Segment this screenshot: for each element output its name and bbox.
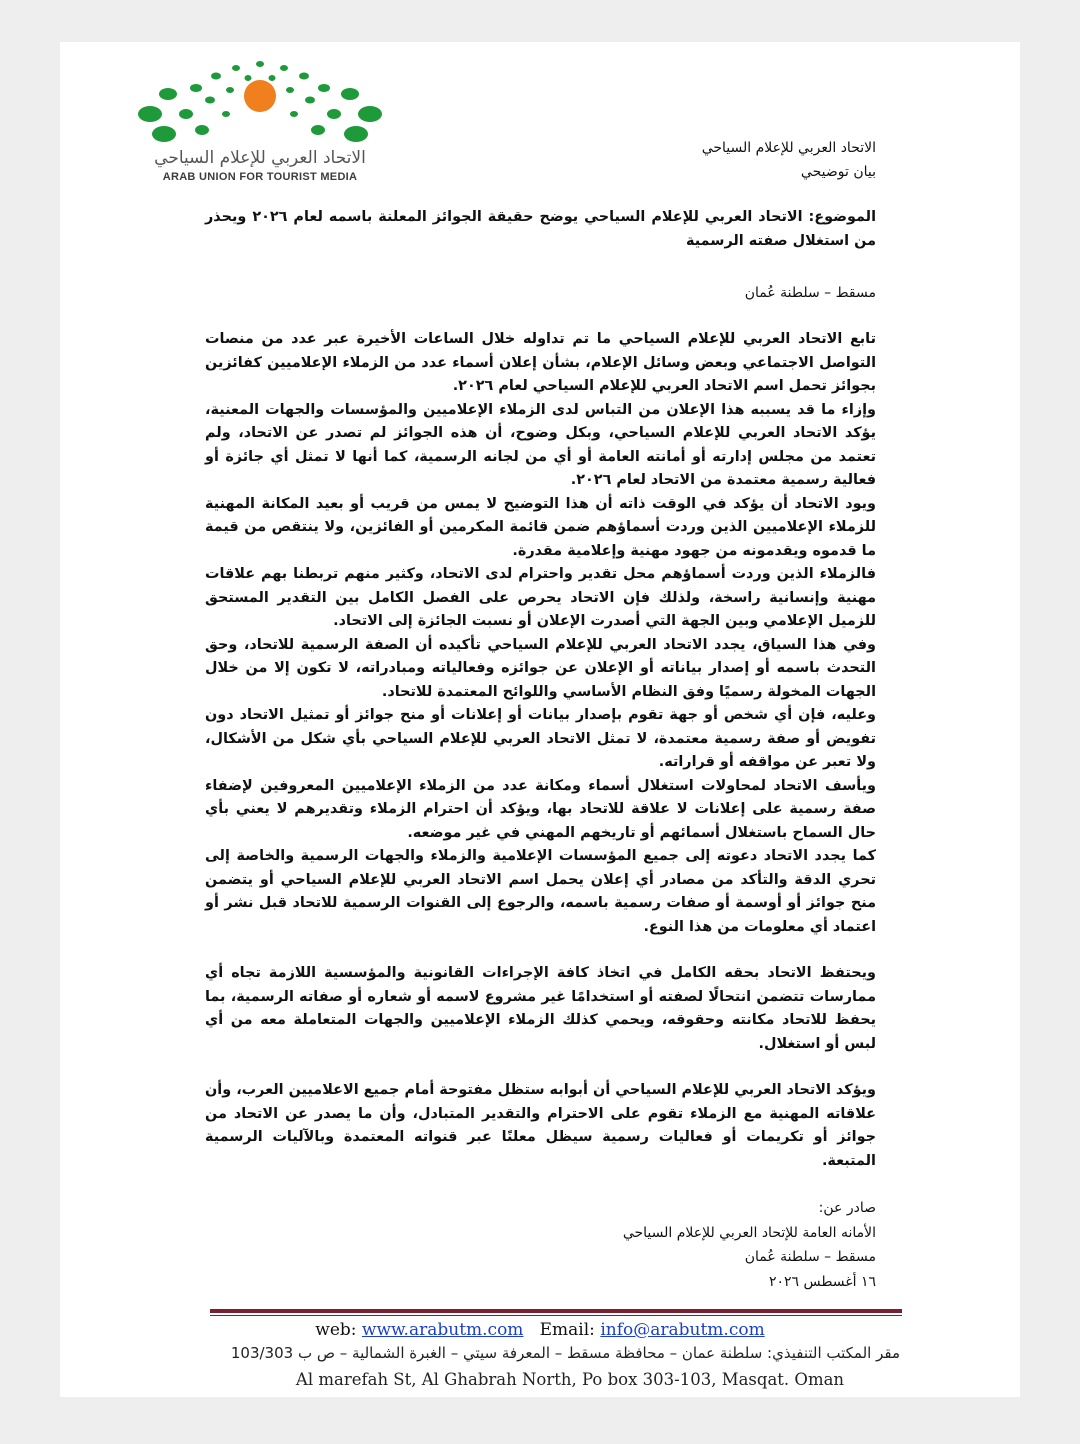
issued-by-label: صادر عن: [818, 1200, 876, 1216]
paragraph: وإزاء ما قد يسببه هذا الإعلان من التباس لدى الزملاء الإعلاميين والمؤسسات والجهات المعنية، يؤكد الاتحاد العربي للإعلام السياحي، وبكل وضوح، أن هذه الجوائز لم تصدر عن الاتحاد، ولم تعتمد من مجلس إدارته أو أمانته العامة أو أي من لجانه الرسمية، كما أنها لا تمثل أي جائزة أو فعالية رسمية معتمدة من الاتحاد لعام ٢٠٢٦. [205, 401, 876, 488]
org-name: الاتحاد العربي للإعلام السياحي [701, 140, 876, 156]
paragraph: كما يجدد الاتحاد دعوته إلى جميع المؤسسات الإعلامية والزملاء والجهات الرسمية والخاصة إلى تحري الدقة والتأكد من مصادر أي إعلان يحمل اسم الاتحاد العربي للإعلام السياحي أو يتضمن منح جوائز أو أوسمة أو صفات رسمية باسمه، والرجوع إلى القنوات الرسمية للاتحاد قبل نشر أو اعتماد أي معلومات من هذا النوع. [205, 848, 876, 935]
paragraph: ويحتفظ الاتحاد بحقه الكامل في اتخاذ كافة الإجراءات القانونية والمؤسسية اللازمة تجاه أي ممارسات تتضمن انتحالًا لصفته أو استخدامًا غير مشروع لاسمه أو شعاره أو صفاته الرسمية، بما يحفظ للاتحاد مكانته وحقوقه، ويحمي كذلك الزملاء الإعلاميين والجهات المتعاملة معه من أي لبس أو استغلال. [205, 965, 876, 1052]
signature-block [376, 1196, 876, 1294]
web-label: web: [315, 1320, 357, 1340]
union-logo [132, 56, 388, 186]
letter-header [476, 136, 876, 184]
logo-dots-graphic [132, 56, 388, 148]
website-link[interactable]: www.arabutm.com [361, 1320, 524, 1340]
footer-divider-thin [210, 1315, 902, 1316]
paragraph: ويأسف الاتحاد لمحاولات استغلال أسماء ومكانة عدد من الزملاء الإعلاميين المعروفين لإضفاء صفة رسمية على إعلانات لا علاقة للاتحاد بها، ويؤكد أن احترام الزملاء وتقديرهم لا يعني بأي حال السماح باستغلال أسمائهم أو تاريخهم المهني في غير موضعه. [205, 777, 876, 841]
subject-line: الموضوع: الاتحاد العربي للإعلام السياحي يوضح حقيقة الجوائز المعلنة باسمه لعام ٢٠٢٦ ويحذر من استغلال صفته الرسمية [205, 209, 877, 249]
paragraph: فالزملاء الذين وردت أسماؤهم محل تقدير واحترام لدى الاتحاد، وكثير منهم تربطنا بهم علاقات مهنية وإنسانية راسخة، ولذلك فإن الاتحاد يحرص على الفصل الكامل بين التقدير المستحق للزميل الإعلامي وبين الجهة التي أصدرت الإعلان أو نسبت الجائزة إلى الاتحاد. [205, 566, 876, 629]
paragraph: ويؤكد الاتحاد العربي للإعلام السياحي أن أبوابه ستظل مفتوحة أمام جميع الاعلاميين العرب، وأن علاقاته المهنية مع الزملاء تقوم على الاحترام والتقدير المتبادل، وأن ما يصدر عن الاتحاد من جوائز أو تكريمات أو فعاليات رسمية سيظل معلنًا عبر قنواته المعتمدة وبالآليات الرسمية المتبعة. [205, 1082, 876, 1169]
statement-body [205, 328, 876, 1173]
email-label: Email: [539, 1320, 595, 1340]
footer-contact [60, 1320, 1020, 1340]
signature-date: ١٦ أغسطس ٢٠٢٦ [768, 1273, 876, 1290]
dateline-place: مسقط – سلطنة عُمان [744, 285, 876, 301]
issuing-office: الأمانه العامة للإتحاد العربي للإعلام السياحي [622, 1224, 876, 1241]
letter-page [60, 42, 1020, 1397]
email-link[interactable]: info@arabutm.com [600, 1320, 765, 1340]
document-type: بيان توضيحي [800, 164, 876, 180]
footer-address-english: Al marefah St, Al Ghabrah North, Po box 303-103, Masqat. Oman [295, 1370, 845, 1389]
logo-arabic-name: الاتحاد العربي للإعلام السياحي [154, 148, 366, 168]
paragraph: وعليه، فإن أي شخص أو جهة تقوم بإصدار بيانات أو إعلانات أو منح جوائز أو تمثيل الاتحاد دون تفويض أو صفة رسمية معتمدة، لا تمثل الاتحاد العربي للإعلام السياحي بأي شكل من الأشكال، ولا تعبر عن مواقفه أو قراراته. [205, 707, 876, 770]
paragraph: ويود الاتحاد أن يؤكد في الوقت ذاته أن هذا التوضيح لا يمس من قريب أو بعيد المكانة المهنية للزملاء الإعلاميين الذين وردت أسماؤهم ضمن قائمة المكرمين أو الفائزين، ولا ينتقص من قيمة ما قدموه ويقدمونه من جهود مهنية وإعلامية مقدرة. [205, 495, 876, 559]
footer-address-arabic: مقر المكتب التنفيذي: سلطنة عمان – محافظة مسقط – المعرفة سيتي – الغبرة الشمالية – ص ب 103/303 [230, 1344, 900, 1362]
footer-divider [210, 1309, 902, 1313]
logo-english-name: ARAB UNION FOR TOURIST MEDIA [162, 171, 358, 183]
paragraph: تابع الاتحاد العربي للإعلام السياحي ما تم تداوله خلال الساعات الأخيرة عبر عدد من منصات التواصل الاجتماعي وبعض وسائل الإعلام، بشأن إعلان أسماء عدد من الزملاء الإعلاميين كفائزين بجوائز تحمل اسم الاتحاد العربي للإعلام السياحي لعام ٢٠٢٦. [205, 331, 876, 394]
paragraph: وفي هذا السياق، يجدد الاتحاد العربي للإعلام السياحي تأكيده أن الصفة الرسمية للاتحاد، وحق التحدث باسمه أو إصدار بياناته أو الإعلان عن جوائزه وفعالياته ومبادراته، لا تكون إلا من خلال الجهات المخولة رسميًا وفق النظام الأساسي واللوائح المعتمدة للاتحاد. [205, 636, 876, 700]
signature-place: مسقط – سلطنة عُمان [744, 1249, 876, 1265]
